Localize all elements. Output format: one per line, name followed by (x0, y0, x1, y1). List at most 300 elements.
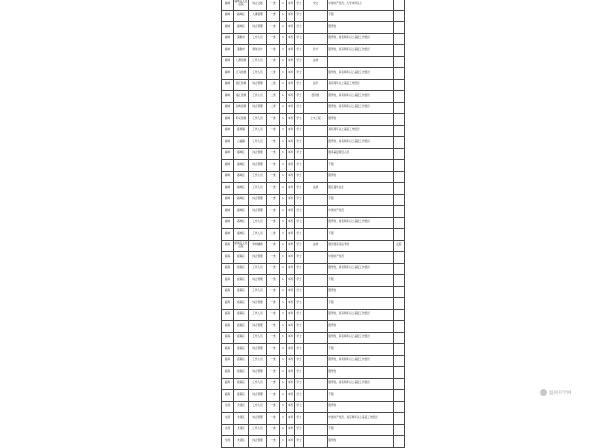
table-cell: 不限 (328, 229, 394, 241)
table-row (222, 286, 405, 298)
table-row (222, 79, 405, 91)
table-cell: 学士 (295, 332, 304, 344)
table-cell: 学士 (295, 125, 304, 137)
table-cell (304, 148, 328, 160)
table-cell: 限男性，具有两年以上基层工作经历 (328, 91, 394, 103)
table-cell (394, 91, 405, 103)
table-cell: 本科 (287, 102, 295, 114)
table-cell: 本科 (287, 68, 295, 80)
table-cell: 一类 (267, 33, 280, 45)
table-cell: 本科 (287, 378, 295, 390)
table-row (222, 0, 405, 10)
table-cell: 1 (280, 171, 287, 183)
table-cell: 工作人员 (249, 137, 267, 149)
table-cell (394, 401, 405, 413)
table-cell: 1 (280, 217, 287, 229)
table-cell (304, 332, 328, 344)
table-cell (394, 171, 405, 183)
table-cell (328, 56, 394, 68)
table-cell: 瓯海区 (234, 332, 249, 344)
table-cell: 学士 (295, 91, 304, 103)
table-cell: 瓯海区 (234, 355, 249, 367)
table-cell: 鹿城区 (234, 160, 249, 172)
table-cell: 1 (280, 22, 287, 34)
table-cell: 二类 (267, 79, 280, 91)
table-cell (304, 321, 328, 333)
table-cell: 工作人员 (249, 263, 267, 275)
table-cell: 一类 (267, 148, 280, 160)
table-cell: 一类 (267, 22, 280, 34)
table-cell (394, 378, 405, 390)
table-cell: 1 (280, 229, 287, 241)
table-cell: 瓯海 (222, 390, 234, 402)
table-cell (394, 413, 405, 425)
table-cell (304, 436, 328, 448)
table-cell: 学士 (295, 413, 304, 425)
table-cell: 一类 (267, 217, 280, 229)
table-cell: 本科 (287, 114, 295, 126)
table-cell (394, 33, 405, 45)
table-cell: 鹿城区人民法院 (234, 0, 249, 10)
table-cell: 一类 (267, 45, 280, 57)
table-cell: 学士 (295, 137, 304, 149)
table-cell: 本科 (287, 298, 295, 310)
table-cell: 法律 (304, 240, 328, 252)
table-cell: 1 (280, 10, 287, 22)
table-cell: 综合管理 (249, 436, 267, 448)
table-cell: 学士 (295, 102, 304, 114)
table-cell: 1 (280, 286, 287, 298)
table-cell: 瓯海区 (234, 309, 249, 321)
table-cell: 1 (280, 309, 287, 321)
table-cell: 本科 (287, 137, 295, 149)
table-cell: 综合管理 (249, 298, 267, 310)
table-cell: 本科 (287, 367, 295, 379)
table-cell: 本科 (287, 275, 295, 287)
table-cell: 综合管理 (249, 413, 267, 425)
table-cell: 中国共产党员，大学本科以上 (328, 0, 394, 10)
table-cell (394, 125, 405, 137)
table-cell: 限男性，具有两年以上基层工作经历 (328, 217, 394, 229)
table-cell: 龙湾 (222, 401, 234, 413)
table-cell: 1 (280, 114, 287, 126)
table-cell: 本科 (287, 194, 295, 206)
table-cell: 综合管理 (249, 148, 267, 160)
table-cell: 一类 (267, 286, 280, 298)
table-cell (394, 229, 405, 241)
table-cell: 一类 (267, 321, 280, 333)
table-cell: 限男性 (328, 401, 394, 413)
table-cell: 综合管理 (249, 252, 267, 264)
table-cell: 鹿城 (222, 194, 234, 206)
watermark (540, 389, 572, 396)
table-cell: 鹿城 (222, 183, 234, 195)
table-cell: 瓯海 (222, 298, 234, 310)
table-cell: 龙湾 (222, 424, 234, 436)
table-cell: 学士 (295, 275, 304, 287)
table-cell (394, 263, 405, 275)
table-cell: 一类 (267, 275, 280, 287)
table-cell: 瓯海区 (234, 263, 249, 275)
table-cell (394, 206, 405, 218)
table-cell: 瓯海 (222, 321, 234, 333)
table-cell: 龙湾区 (234, 413, 249, 425)
table-cell: 蒲鞋市 (234, 33, 249, 45)
table-cell: 鹿城区 (234, 217, 249, 229)
table-cell (304, 344, 328, 356)
table-cell (394, 332, 405, 344)
table-cell: 综合管理 (249, 275, 267, 287)
table-cell: 学士 (295, 79, 304, 91)
table-cell: 一类 (267, 183, 280, 195)
table-row (222, 171, 405, 183)
table-cell: 工作人员 (249, 33, 267, 45)
table-row (222, 33, 405, 45)
table-cell: 一类 (267, 125, 280, 137)
table-cell: 学士 (295, 10, 304, 22)
table-cell: 1 (280, 125, 287, 137)
table-cell: 本科 (287, 183, 295, 195)
table-row (222, 367, 405, 379)
table-cell: 瓯海 (222, 263, 234, 275)
table-cell: 一类 (267, 160, 280, 172)
table-cell: 学士 (295, 298, 304, 310)
table-cell: 一类 (267, 436, 280, 448)
table-cell: 瓯海 (222, 252, 234, 264)
table-cell: 瓯海区 (234, 286, 249, 298)
table-cell: 鹿城 (222, 22, 234, 34)
table-cell: 一类 (267, 424, 280, 436)
table-cell: 1 (280, 344, 287, 356)
table-row (222, 217, 405, 229)
table-cell (304, 401, 328, 413)
table-cell: 中国共产党员 (328, 206, 394, 218)
table-cell: 一类 (267, 194, 280, 206)
table-cell: 限男性 (328, 367, 394, 379)
table-cell: 1 (280, 240, 287, 252)
table-row (222, 183, 405, 195)
table-cell: 工作人员 (249, 332, 267, 344)
data-table (221, 0, 405, 448)
table-cell: 服务基层项目人员 (328, 148, 394, 160)
table-cell (394, 390, 405, 402)
table-cell: 鹿城区 (234, 148, 249, 160)
table-cell: 本科 (287, 171, 295, 183)
table-cell: 本科 (287, 309, 295, 321)
table-cell: 综合管理 (249, 206, 267, 218)
table-cell: 限男性，具有两年以上基层工作经历 (328, 309, 394, 321)
table-cell: 1 (280, 148, 287, 160)
table-cell (394, 298, 405, 310)
table-cell: 本科 (287, 252, 295, 264)
table-cell: 通过国家司法考试 (328, 240, 394, 252)
table-cell: 1 (280, 332, 287, 344)
table-cell: 蒲鞋市 (234, 45, 249, 57)
table-cell: 鹿城 (222, 206, 234, 218)
table-cell: 龙湾 (222, 436, 234, 448)
table-cell: 龙湾区 (234, 401, 249, 413)
table-cell: 二类 (267, 229, 280, 241)
table-row (222, 22, 405, 34)
table-cell: 瓯海区 (234, 321, 249, 333)
table-cell: 瓯海 (222, 378, 234, 390)
table-cell: 一类 (267, 390, 280, 402)
table-cell: 仰义街道 (234, 114, 249, 126)
table-cell: 工作人员 (249, 229, 267, 241)
table-cell: 一类 (267, 171, 280, 183)
table-cell: 1 (280, 275, 287, 287)
table-cell: 1 (280, 298, 287, 310)
table-cell: 学士 (295, 56, 304, 68)
table-cell: 一类 (267, 263, 280, 275)
table-cell (394, 286, 405, 298)
table-cell: 滨江街道 (234, 79, 249, 91)
table-cell: 瓯海区 (234, 378, 249, 390)
table-cell: 限男性 (328, 321, 394, 333)
table-cell: 鹿城区 (234, 10, 249, 22)
table-cell: 龙湾区 (234, 424, 249, 436)
table-cell: 不限 (328, 194, 394, 206)
table-cell: 综合管理 (249, 160, 267, 172)
table-cell: 山福镇 (234, 137, 249, 149)
table-cell: 1 (280, 252, 287, 264)
table-cell: 学士 (295, 68, 304, 80)
table-cell: 本科 (287, 390, 295, 402)
table-cell: 综合管理 (249, 194, 267, 206)
table-cell: 鹿城 (222, 91, 234, 103)
table-cell: 1 (280, 0, 287, 10)
table-cell: 学士 (295, 229, 304, 241)
table-cell: 限男性，具有两年以上基层工作经历 (328, 102, 394, 114)
table-cell: 学士 (295, 217, 304, 229)
table-row (222, 68, 405, 80)
table-cell: 本科 (287, 401, 295, 413)
table-cell: 限男性 (328, 436, 394, 448)
table-cell: 二类 (267, 91, 280, 103)
table-cell: 学士 (295, 390, 304, 402)
table-cell: 一类 (267, 332, 280, 344)
table-cell: 本科 (287, 424, 295, 436)
table-row (222, 275, 405, 287)
table-cell: 不限 (328, 160, 394, 172)
table-cell: 本科 (287, 217, 295, 229)
table-cell (304, 33, 328, 45)
table-cell: 鹿城 (222, 160, 234, 172)
table-cell: 1 (280, 56, 287, 68)
table-cell: 学士 (295, 401, 304, 413)
table-cell: 1 (280, 68, 287, 80)
table-cell (394, 355, 405, 367)
table-row (222, 378, 405, 390)
table-cell (394, 275, 405, 287)
table-cell: 1 (280, 413, 287, 425)
table-row (222, 194, 405, 206)
table-cell: 人事管理 (249, 10, 267, 22)
table-cell: 本科 (287, 79, 295, 91)
table-cell (394, 0, 405, 10)
table-cell (394, 10, 405, 22)
table-cell: 工作人员 (249, 114, 267, 126)
table-cell: 鹿城 (222, 45, 234, 57)
table-cell: 学士 (295, 252, 304, 264)
table-cell: 鹿城区 (234, 206, 249, 218)
table-cell (304, 378, 328, 390)
table-cell (394, 114, 405, 126)
table-cell: 工作人员 (249, 125, 267, 137)
table-cell: 1 (280, 33, 287, 45)
table-cell: 学士 (295, 321, 304, 333)
table-cell: 一类 (267, 56, 280, 68)
table-cell (394, 56, 405, 68)
table-cell: 鹿城区 (234, 229, 249, 241)
table-cell: 土木工程 (304, 114, 328, 126)
table-row (222, 102, 405, 114)
table-cell (304, 160, 328, 172)
table-cell (394, 252, 405, 264)
table-cell: 不限 (328, 10, 394, 22)
table-cell: 1 (280, 401, 287, 413)
table-cell: 综合文秘 (249, 0, 267, 10)
table-cell: 瓯海区 (234, 344, 249, 356)
table-cell: 工作人员 (249, 91, 267, 103)
table-cell: 1 (280, 263, 287, 275)
table-cell: 学士 (295, 309, 304, 321)
table-cell: 中国共产党员 (328, 252, 394, 264)
table-cell: 本科 (287, 56, 295, 68)
table-cell: 学士 (295, 240, 304, 252)
table-row (222, 206, 405, 218)
table-cell: 综合管理 (249, 344, 267, 356)
table-cell: 不限 (328, 424, 394, 436)
table-cell: 1 (280, 321, 287, 333)
table-row (222, 263, 405, 275)
table-cell: 1 (280, 194, 287, 206)
table-cell: 1 (280, 183, 287, 195)
table-cell (304, 229, 328, 241)
table-cell: 五马街道 (234, 68, 249, 80)
table-cell (394, 160, 405, 172)
table-row (222, 160, 405, 172)
table-cell (394, 79, 405, 91)
table-cell: 工作人员 (249, 401, 267, 413)
table-cell: 本科 (287, 10, 295, 22)
table-cell: 工作人员 (249, 424, 267, 436)
table-row (222, 436, 405, 448)
table-cell: 工作人员 (249, 309, 267, 321)
table-cell: 本科 (287, 22, 295, 34)
table-cell: 七都街道 (234, 56, 249, 68)
table-cell (394, 217, 405, 229)
table-cell (304, 22, 328, 34)
table-cell (304, 390, 328, 402)
table-cell: 1 (280, 79, 287, 91)
table-cell: 鹿城 (222, 0, 234, 10)
table-cell: 1 (280, 355, 287, 367)
table-cell: 学士 (295, 378, 304, 390)
table-cell: 一类 (267, 344, 280, 356)
table-row (222, 91, 405, 103)
table-cell: 学士 (295, 148, 304, 160)
table-cell: 具有两年以上基层工作经历 (328, 125, 394, 137)
table-cell: 学士 (295, 183, 304, 195)
table-cell: 学士 (295, 286, 304, 298)
table-cell: 藤桥镇 (234, 125, 249, 137)
table-cell: 学士 (295, 33, 304, 45)
table-cell: 鹿城 (222, 217, 234, 229)
table-cell (304, 424, 328, 436)
table-cell: 一类 (267, 252, 280, 264)
table-cell (304, 298, 328, 310)
table-cell: 1 (280, 137, 287, 149)
table-cell: 鹿城 (222, 171, 234, 183)
table-cell: 中国共产党员，具有两年以上基层工作经历 (328, 413, 394, 425)
table-cell: 综合管理 (249, 390, 267, 402)
table-cell: 学士 (295, 344, 304, 356)
table-cell: 瓯海区 (234, 275, 249, 287)
table-cell (394, 344, 405, 356)
table-row (222, 114, 405, 126)
table-cell: 工作人员 (249, 217, 267, 229)
table-cell (394, 309, 405, 321)
table-cell (304, 217, 328, 229)
table-cell (304, 171, 328, 183)
table-cell: 瓯海区 (234, 252, 249, 264)
table-cell (304, 206, 328, 218)
table-cell: 学士 (295, 263, 304, 275)
table-cell: 一类 (267, 413, 280, 425)
table-cell: 1 (280, 367, 287, 379)
table-cell (394, 102, 405, 114)
table-cell: 具有两年以上基层工作经历 (328, 79, 394, 91)
table-cell (304, 309, 328, 321)
table-cell: 学士 (295, 436, 304, 448)
table-cell: 南汇街道 (234, 91, 249, 103)
table-cell: 鹿城 (222, 137, 234, 149)
table-cell (304, 137, 328, 149)
table-cell: 学士 (295, 206, 304, 218)
table-cell: 1 (280, 378, 287, 390)
table-cell: 1 (280, 45, 287, 57)
table-row (222, 56, 405, 68)
table-cell: 限男性，具有两年以上基层工作经历 (328, 33, 394, 45)
table-cell: 限男性，具有两年以上基层工作经历 (328, 378, 394, 390)
table-cell: 瓯海区 (234, 367, 249, 379)
table-cell (304, 194, 328, 206)
table-cell: 会计 (304, 45, 328, 57)
table-row (222, 240, 405, 252)
table-cell: 鹿城 (222, 102, 234, 114)
table-cell: 限男性，具有两年以上基层工作经历 (328, 45, 394, 57)
table-cell: 瓯海 (222, 355, 234, 367)
table-cell: 法律 (304, 183, 328, 195)
table-cell (304, 275, 328, 287)
table-cell: 本科 (287, 436, 295, 448)
table-cell: 工作人员 (249, 183, 267, 195)
table-cell: 瓯海 (222, 240, 234, 252)
table-cell: 限男性，具有两年以上基层工作经历 (328, 263, 394, 275)
table-cell: 1 (280, 160, 287, 172)
table-cell (304, 252, 328, 264)
table-cell: 龙湾 (222, 413, 234, 425)
table-cell (304, 355, 328, 367)
table-cell: 经济类 (304, 91, 328, 103)
table-cell (304, 413, 328, 425)
table-cell: 财务会计 (249, 45, 267, 57)
table-cell: 限男性，具有两年以上基层工作经历 (328, 332, 394, 344)
table-cell: 一类 (267, 137, 280, 149)
table-cell: 不限 (328, 275, 394, 287)
table-cell: 不限 (328, 390, 394, 402)
